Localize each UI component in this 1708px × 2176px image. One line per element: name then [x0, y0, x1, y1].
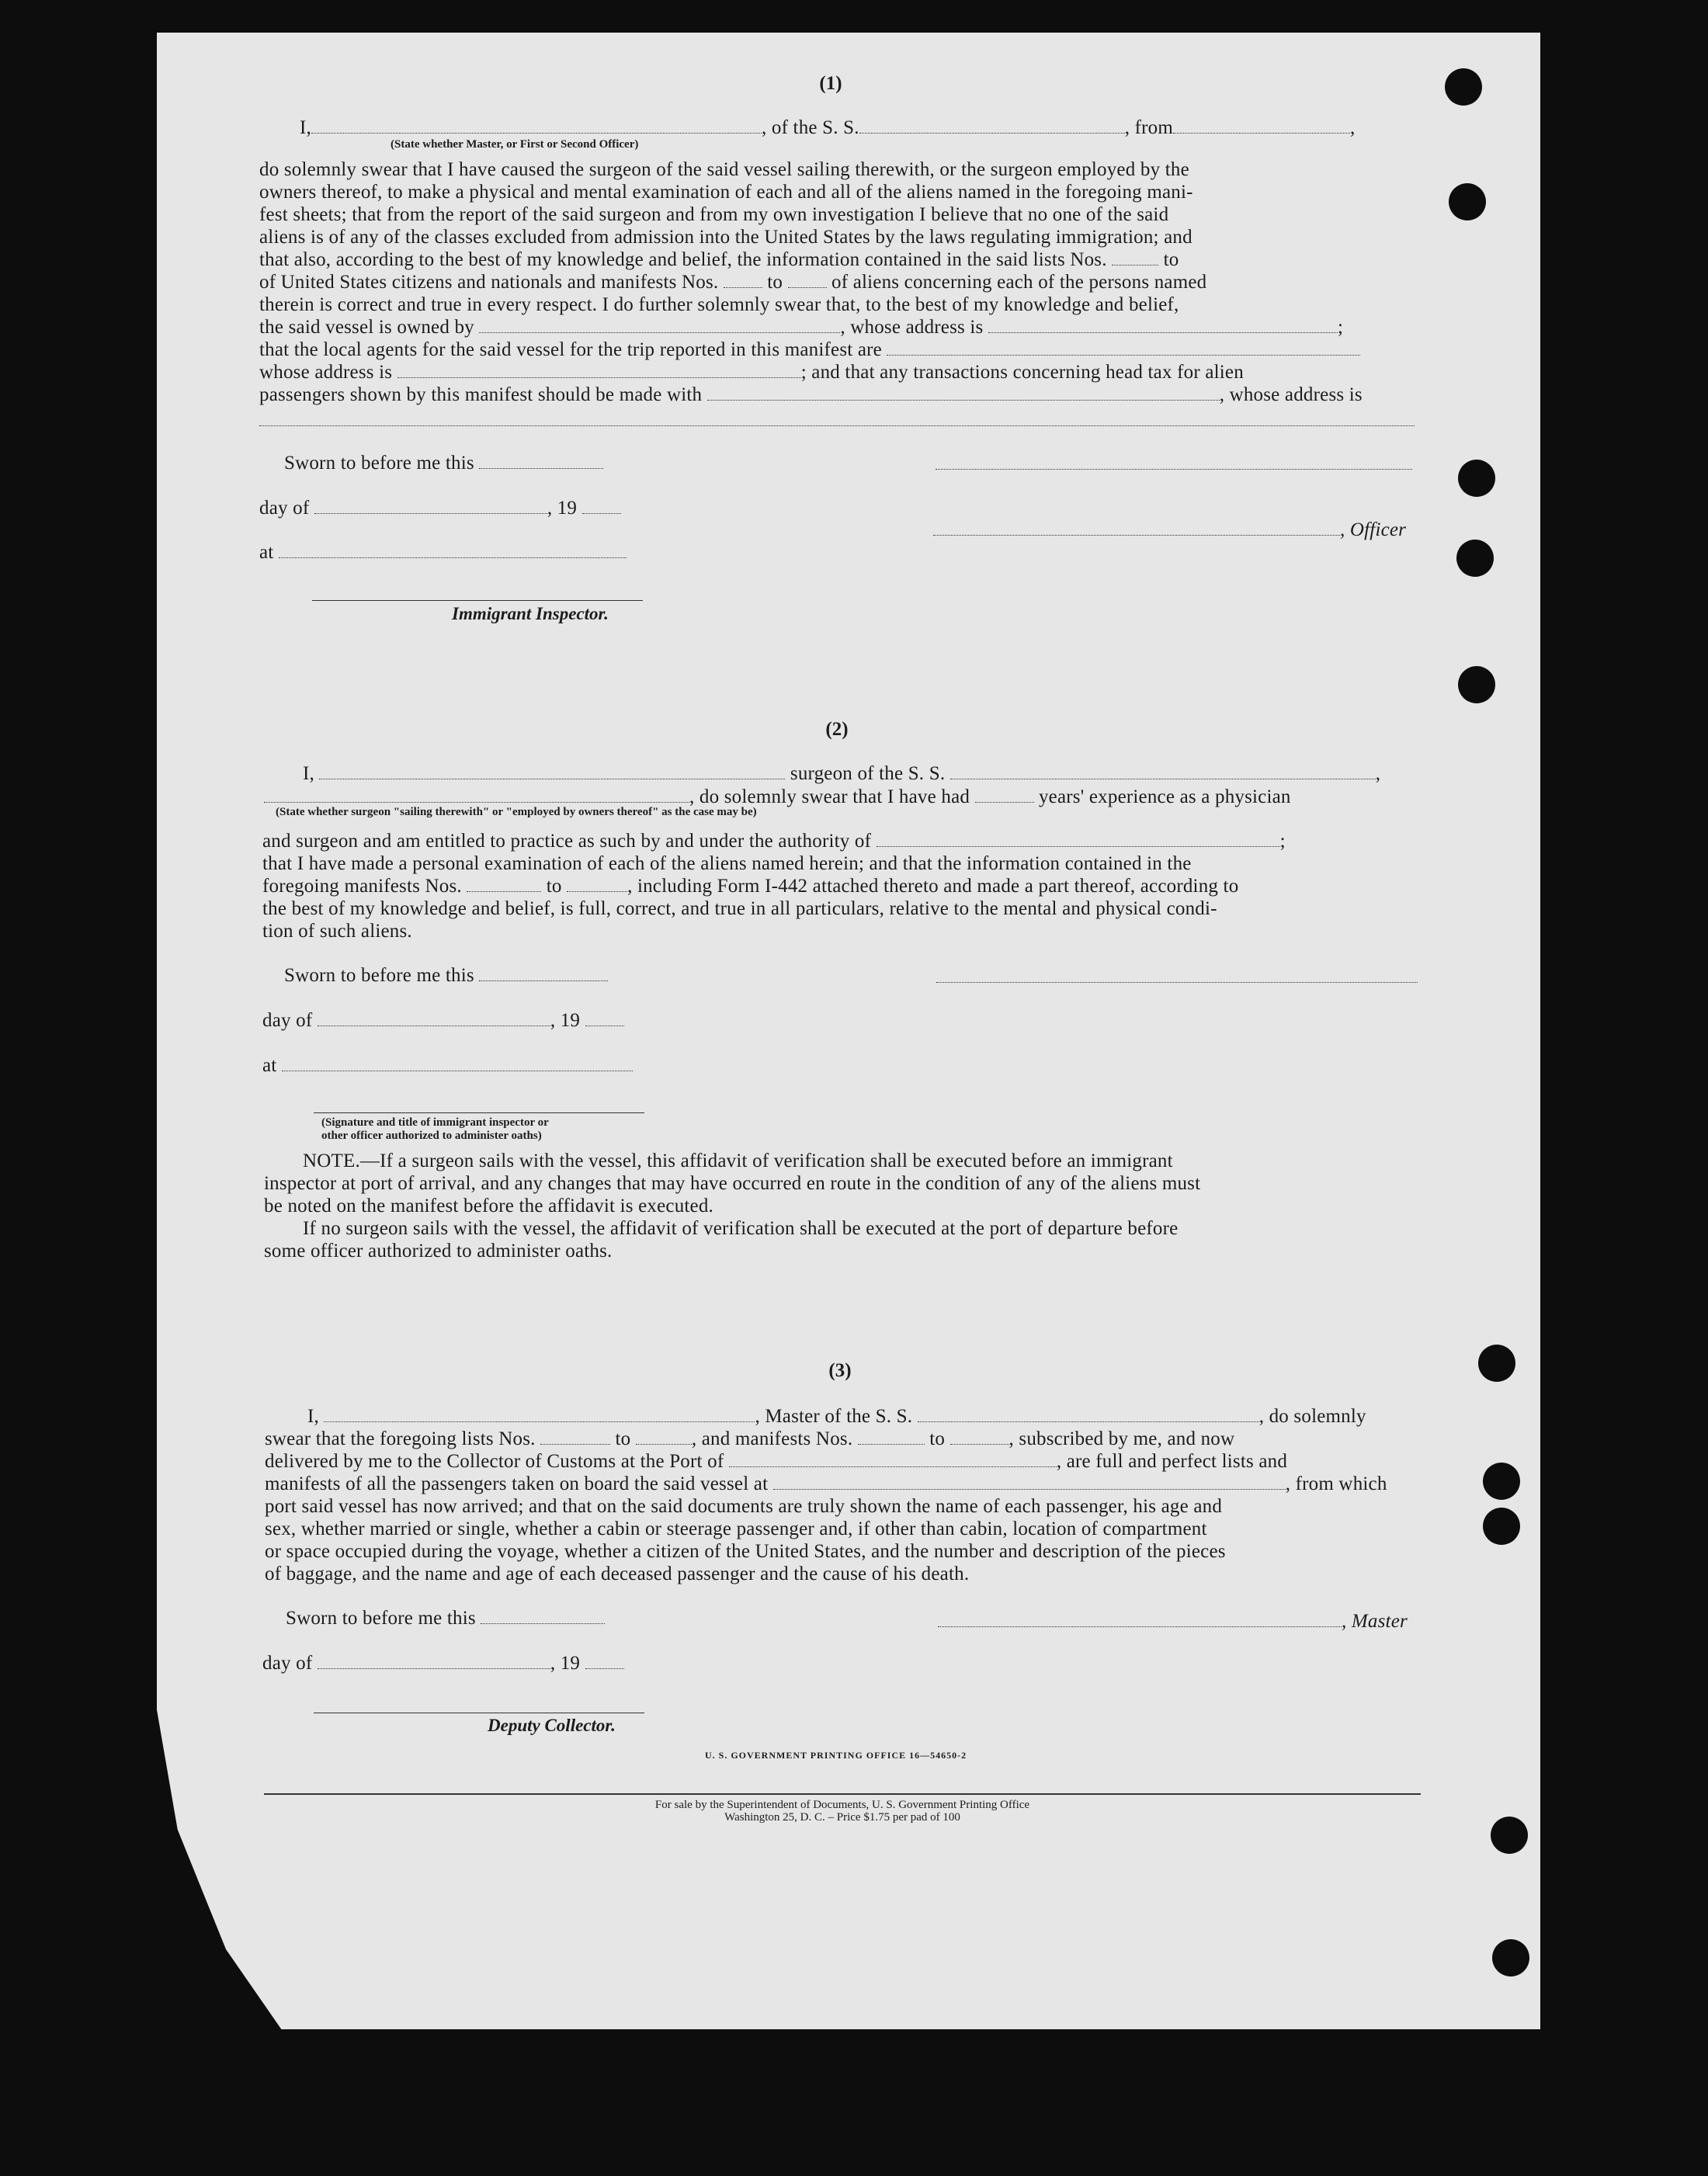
- sec2-note-4: If no surgeon sails with the vessel, the affidavit of verification shall be executed at the port of departure before: [303, 1218, 1179, 1239]
- section-3-number: (3): [828, 1360, 852, 1381]
- sec3-line-6: sex, whether married or single, whether a cabin or steerage passenger and, if other than cabin, location of compartment: [265, 1518, 1207, 1539]
- sec2-sworn: Sworn to before me this: [284, 964, 608, 987]
- sec1-line-9: the said vessel is owned by , whose address is ;: [259, 317, 1344, 338]
- sec3-line-3: delivered by me to the Collector of Customs at the Port of , are full and perfect lists and: [265, 1451, 1288, 1472]
- sec3-line-7: or space occupied during the voyage, whether a citizen of the United States, and the number and description of the pieces: [265, 1541, 1226, 1562]
- sec1-line-2: do solemnly swear that I have caused the surgeon of the said vessel sailing therewith, or the surgeon employed by the: [259, 159, 1189, 180]
- sec1-line-5: aliens is of any of the classes excluded from admission into the United States by the laws regulating immigration; and: [259, 227, 1192, 248]
- sec3-master: , Master: [938, 1610, 1408, 1633]
- sec3-line-2: swear that the foregoing lists Nos. to , and manifests Nos. to , subscribed by me, and now: [265, 1428, 1235, 1449]
- sec2-sig-note-2: other officer authorized to administer oaths): [321, 1130, 542, 1142]
- sec1-officer-note: (State whether Master, or First or Second Officer): [391, 138, 639, 151]
- sec3-line-4: manifests of all the passengers taken on board the said vessel at , from which: [265, 1473, 1387, 1494]
- sec3-dayof: day of , 19: [262, 1652, 624, 1675]
- sec2-note-1: NOTE.—If a surgeon sails with the vessel, this affidavit of verification shall be executed before an immigrant: [303, 1150, 1173, 1171]
- sec1-line-3: owners thereof, to make a physical and mental examination of each and all of the aliens named in the foregoing mani-: [259, 182, 1193, 203]
- punch-hole: [1458, 460, 1495, 497]
- sec1-line-8: therein is correct and true in every respect. I do further solemnly swear that, to the best of my knowledge and belief,: [259, 294, 1179, 315]
- sec3-line-8: of baggage, and the name and age of each deceased passenger and the cause of his death.: [265, 1563, 970, 1584]
- sale-line-2: Washington 25, D. C. – Price $1.75 per pad of 100: [724, 1811, 960, 1824]
- sec2-line-6: the best of my knowledge and belief, is full, correct, and true in all particulars, relative to the mental and physical condi-: [262, 898, 1217, 919]
- sec2-sig-note-1: (Signature and title of immigrant inspector or: [321, 1116, 549, 1129]
- sale-line-1: For sale by the Superintendent of Documents, U. S. Government Printing Office: [654, 1799, 1030, 1811]
- sec1-inspector-line: [312, 600, 643, 601]
- punch-hole: [1483, 1508, 1520, 1545]
- punch-hole: [1458, 666, 1495, 703]
- sec3-line-5: port said vessel has now arrived; and that on the said documents are truly shown the name of each passenger, his age and: [265, 1496, 1223, 1517]
- sec2-line-1: I, surgeon of the S. S. ,: [303, 763, 1381, 784]
- section-2-number: (2): [825, 719, 849, 740]
- punch-hole: [1449, 183, 1486, 220]
- sec2-line-2: , do solemnly swear that I have had years' experience as a physician: [264, 786, 1291, 808]
- sec2-note-3: be noted on the manifest before the affidavit is executed.: [264, 1196, 713, 1216]
- sec1-inspector-label: Immigrant Inspector.: [452, 604, 609, 623]
- sec1-at: at: [259, 541, 627, 564]
- sec2-line-3: and surgeon and am entitled to practice as such by and under the authority of ;: [262, 831, 1286, 852]
- sec1-dayof: day of , 19: [259, 497, 621, 519]
- punch-hole: [1491, 1817, 1528, 1854]
- punch-hole: [1483, 1463, 1520, 1500]
- punch-hole: [1456, 540, 1494, 577]
- gpo-imprint: U. S. GOVERNMENT PRINTING OFFICE 16—54650-2: [705, 1750, 967, 1761]
- sec1-line-11: whose address is ; and that any transactions concerning head tax for alien: [259, 362, 1244, 383]
- sec1-line-6: that also, according to the best of my knowledge and belief, the information contained in the said lists Nos. to: [259, 249, 1179, 270]
- sec1-address-line: [259, 425, 1415, 426]
- punch-hole: [1478, 1345, 1515, 1382]
- sec1-line-4: fest sheets; that from the report of the said surgeon and from my own investigation I believe that no one of the said: [259, 204, 1169, 225]
- sec1-line-10: that the local agents for the said vessel for the trip reported in this manifest are: [259, 338, 1360, 361]
- punch-hole: [1492, 1939, 1529, 1976]
- sec2-note-2: inspector at port of arrival, and any changes that may have occurred en route in the condition of any of the aliens must: [264, 1173, 1201, 1194]
- sec1-officer: , Officer: [933, 519, 1406, 541]
- sec1-line-7: of United States citizens and nationals and manifests Nos. to of aliens concerning each of the persons named: [259, 272, 1207, 293]
- sec2-inspector-line: [314, 1112, 644, 1113]
- sec2-line-7: tion of such aliens.: [262, 921, 412, 942]
- sec1-line-1: I, , of the S. S. , from ,: [300, 117, 1356, 138]
- sec2-line-5: foregoing manifests Nos. to , including Form I-442 attached thereto and made a part thereof, according to: [262, 876, 1239, 897]
- sec1-line-12: passengers shown by this manifest should be made with , whose address is: [259, 384, 1363, 405]
- sec2-dayof: day of , 19: [262, 1009, 624, 1032]
- sec2-at: at: [262, 1054, 633, 1077]
- sec1-right-sig-line: [936, 469, 1412, 470]
- sec2-surgeon-note: (State whether surgeon "sailing therewith" or "employed by owners thereof" as the case may be): [276, 806, 757, 818]
- sec3-line-1: I, , Master of the S. S. , do solemnly: [307, 1406, 1366, 1427]
- footer-rule: [264, 1793, 1421, 1795]
- sec2-note-5: some officer authorized to administer oaths.: [264, 1241, 613, 1262]
- sec2-right-sig-line: [936, 982, 1418, 983]
- punch-hole: [1445, 68, 1482, 106]
- sec2-line-4: that I have made a personal examination of each of the aliens named herein; and that the information contained in the: [262, 853, 1192, 874]
- sec1-sworn: Sworn to before me this: [284, 452, 603, 474]
- sec3-sworn: Sworn to before me this: [286, 1607, 605, 1629]
- sec3-collector-label: Deputy Collector.: [488, 1716, 616, 1735]
- section-1-number: (1): [819, 73, 842, 94]
